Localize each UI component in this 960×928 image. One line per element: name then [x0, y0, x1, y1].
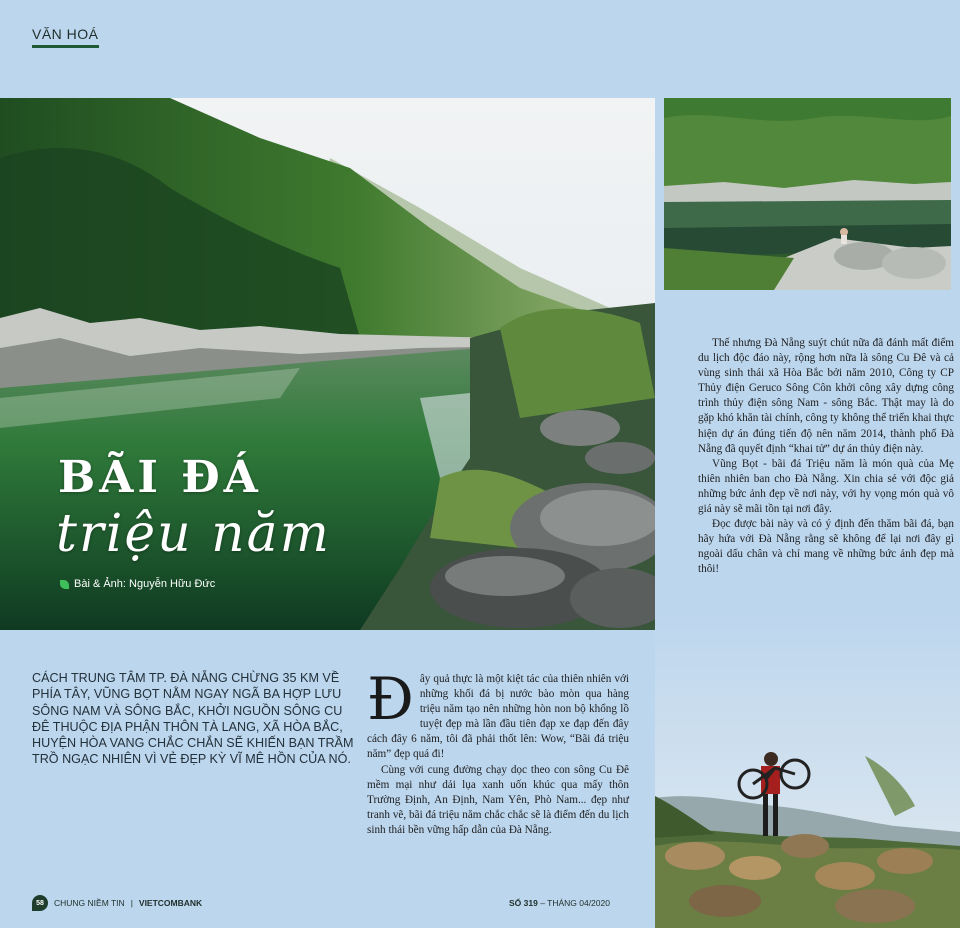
issue-number: SỐ 319: [509, 898, 538, 908]
body-paragraph-2: Cùng với cung đường chạy dọc theo con sông Cu Đê mềm mại như dải lụa xanh uốn khúc qua mấy thôn Trường Định, An Định, Nam Yên, Phò Nam... đẹp như tranh vẽ, bãi đá triệu năm chắc chắc sẽ là điểm đến du lịch sinh thái bền vững hấp dẫn của Đà Nẵng.: [367, 763, 629, 836]
body-column-right: [698, 336, 954, 578]
footer-slogan: CHUNG NIỀM TIN: [54, 898, 125, 908]
body-paragraph-5: Đọc được bài này và có ý định đến thăm bãi đá, bạn hãy hứa với Đà Nẵng rằng sẽ không để lại nơi đây gì ngoài dấu chân và chỉ mang về những bức ảnh đẹp mà thôi!: [698, 518, 954, 576]
headline-line-1: BÃI ĐÁ: [58, 452, 262, 503]
river-landscape-illustration: [664, 98, 951, 290]
page-number: 58: [32, 895, 48, 911]
lead-text: CÁCH TRUNG TÂM TP. ĐÀ NẴNG CHỪNG 35 KM VỀ PHÍA TÂY, VŨNG BỌT NẰM NGAY NGÃ BA HỢP LƯU SÔNG NAM VÀ SÔNG BẮC, KHỞI NGUỒN SÔNG CU ĐÊ THUỘC ĐỊA PHẬN THÔN TÀ LANG, XÃ HÒA BẮC, HUYỆN HÒA VANG CHẮC CHẮN SẼ KHIẾN BẠN TRẦM TRỒ NGẠC NHIÊN VÌ VẺ ĐẸP KỲ VĨ MÊ HỒN CỦA NÓ.: [32, 671, 354, 767]
footer-left: [32, 895, 202, 911]
byline-text: Bài & Ảnh: Nguyễn Hữu Đức: [74, 578, 216, 590]
body-paragraph-1: [367, 665, 629, 763]
lead-paragraph: [32, 670, 354, 768]
headline-line-2: triệu năm: [56, 504, 331, 564]
body-paragraph-3: Thế nhưng Đà Nẵng suýt chút nữa đã đánh mất điểm du lịch độc đáo này, rộng hơn nữa là sông Cu Đê và cả vùng sinh thái xã Hòa Bắc bởi năm 2010, Công ty CP Thủy điện Geruco Sông Côn khởi công xây dựng công trình thủy điện sông Nam - sông Bắc. Thật may là do gặp khó khăn tài chính, công ty không thể triển khai thực hiện dự án đúng tiến độ nên năm 2014, thành phố Đà Nẵng đã quyết định “khai tử” dự án thủy điện này.: [698, 337, 954, 455]
leaf-icon: [60, 580, 69, 589]
footer-brand: VIETCOMBANK: [138, 898, 203, 908]
body-column-middle: [367, 665, 629, 838]
river-photo-small: [664, 98, 951, 290]
section-tag: VĂN HOÁ: [32, 26, 99, 48]
drop-cap: Đ: [367, 665, 414, 733]
byline: [60, 578, 215, 590]
issue-date: – THÁNG 04/2020: [537, 898, 610, 908]
biker-scene-illustration: [655, 606, 960, 928]
body-paragraph-4: Vũng Bọt - bãi đá Triệu năm là món quà của Mẹ thiên nhiên ban cho Đà Nẵng. Xin chia sẻ với độc giả những bức ảnh đẹp về nơi này, với hy vọng món quà vô giá này sẽ mãi tồn tại nơi đây.: [698, 457, 954, 516]
body-paragraph-1-text: ây quả thực là một kiệt tác của thiên nhiên với những khối đá bị nước bào mòn qua hàng triệu năm tạo nên những hòn non bộ khổng lồ tuyệt đẹp mà lần đầu tiên đạp xe đạp đến đây cách đây 6 năm, tôi đã phải thốt lên: Wow, “Bãi đá triệu năm” đẹp quá đi!: [367, 673, 629, 761]
footer-separator: |: [130, 898, 133, 908]
footer-issue: [509, 898, 610, 908]
biker-photo: [655, 606, 960, 928]
